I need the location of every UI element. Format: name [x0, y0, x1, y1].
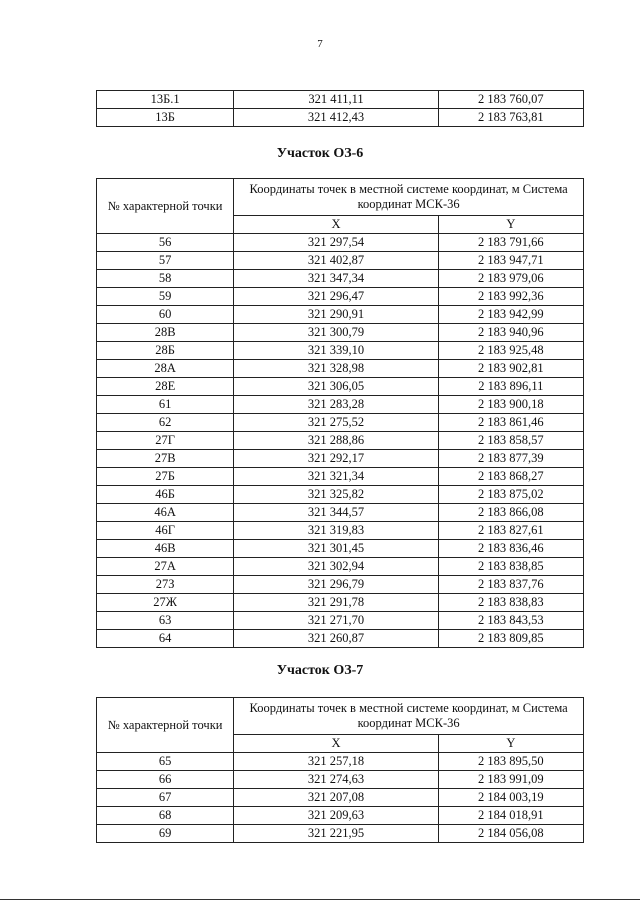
- table-row: [97, 91, 584, 109]
- x-coordinate-cell: 321 209,63: [234, 807, 438, 825]
- y-coordinate-cell: 2 183 837,76: [438, 576, 583, 594]
- x-coordinate-cell: 321 291,78: [234, 594, 438, 612]
- y-coordinate-cell: 2 183 861,46: [438, 414, 583, 432]
- continuation-table: [96, 90, 584, 127]
- x-coordinate-cell: 321 271,70: [234, 612, 438, 630]
- table-header-row: [97, 179, 584, 216]
- x-coordinate-cell: 321 412,43: [234, 109, 438, 127]
- page-number: 7: [317, 38, 323, 50]
- y-coordinate-cell: 2 183 875,02: [438, 486, 583, 504]
- x-coordinate-cell: 321 292,17: [234, 450, 438, 468]
- y-coordinate-cell: 2 183 868,27: [438, 468, 583, 486]
- table-row: [97, 558, 584, 576]
- y-coordinate-cell: 2 183 900,18: [438, 396, 583, 414]
- y-column-header: Y: [438, 735, 583, 753]
- point-cell: 13Б.1: [97, 91, 234, 109]
- table-row: [97, 771, 584, 789]
- x-coordinate-cell: 321 319,83: [234, 522, 438, 540]
- x-coordinate-cell: 321 411,11: [234, 91, 438, 109]
- y-coordinate-cell: 2 183 947,71: [438, 252, 583, 270]
- x-coordinate-cell: 321 260,87: [234, 630, 438, 648]
- y-coordinate-cell: 2 183 866,08: [438, 504, 583, 522]
- table-row: [97, 324, 584, 342]
- point-cell: 28Б: [97, 342, 234, 360]
- x-coordinate-cell: 321 288,86: [234, 432, 438, 450]
- table-row: [97, 432, 584, 450]
- point-cell: 69: [97, 825, 234, 843]
- table-row: [97, 414, 584, 432]
- table-row: [97, 522, 584, 540]
- y-coordinate-cell: 2 183 763,81: [438, 109, 583, 127]
- point-cell: 57: [97, 252, 234, 270]
- point-cell: 65: [97, 753, 234, 771]
- point-cell: 28Е: [97, 378, 234, 396]
- y-coordinate-cell: 2 183 942,99: [438, 306, 583, 324]
- x-coordinate-cell: 321 290,91: [234, 306, 438, 324]
- point-cell: 67: [97, 789, 234, 807]
- x-column-header: X: [234, 735, 438, 753]
- x-coordinate-cell: 321 283,28: [234, 396, 438, 414]
- table-row: [97, 540, 584, 558]
- point-column-header: № характерной точки: [97, 179, 234, 234]
- point-cell: 13Б: [97, 109, 234, 127]
- y-coordinate-cell: 2 183 895,50: [438, 753, 583, 771]
- point-cell: 27В: [97, 450, 234, 468]
- y-coordinate-cell: 2 183 858,57: [438, 432, 583, 450]
- y-coordinate-cell: 2 183 940,96: [438, 324, 583, 342]
- y-coordinate-cell: 2 183 925,48: [438, 342, 583, 360]
- section-title-oz6: Участок ОЗ-6: [276, 146, 364, 161]
- x-coordinate-cell: 321 302,94: [234, 558, 438, 576]
- x-coordinate-cell: 321 275,52: [234, 414, 438, 432]
- point-cell: 46Г: [97, 522, 234, 540]
- table-row: [97, 450, 584, 468]
- table-row: [97, 342, 584, 360]
- continuation-table-body: [97, 91, 584, 127]
- x-coordinate-cell: 321 321,34: [234, 468, 438, 486]
- table-row: [97, 468, 584, 486]
- coordinates-table-body: [97, 753, 584, 843]
- point-cell: 66: [97, 771, 234, 789]
- x-column-header: X: [234, 216, 438, 234]
- point-cell: 27Б: [97, 468, 234, 486]
- table-row: [97, 270, 584, 288]
- y-coordinate-cell: 2 183 838,85: [438, 558, 583, 576]
- x-coordinate-cell: 321 402,87: [234, 252, 438, 270]
- x-coordinate-cell: 321 296,47: [234, 288, 438, 306]
- x-coordinate-cell: 321 207,08: [234, 789, 438, 807]
- y-coordinate-cell: 2 183 991,09: [438, 771, 583, 789]
- table-row: [97, 630, 584, 648]
- y-coordinate-cell: 2 183 902,81: [438, 360, 583, 378]
- table-row: [97, 789, 584, 807]
- point-cell: 64: [97, 630, 234, 648]
- y-coordinate-cell: 2 183 836,46: [438, 540, 583, 558]
- x-coordinate-cell: 321 257,18: [234, 753, 438, 771]
- coords-column-header: Координаты точек в местной системе координат, м Система координат МСК-36: [234, 698, 584, 735]
- table-row: [97, 807, 584, 825]
- coords-column-header: Координаты точек в местной системе координат, м Система координат МСК-36: [234, 179, 584, 216]
- table-row: [97, 576, 584, 594]
- x-coordinate-cell: 321 301,45: [234, 540, 438, 558]
- point-cell: 56: [97, 234, 234, 252]
- point-cell: 59: [97, 288, 234, 306]
- point-cell: 27Г: [97, 432, 234, 450]
- coordinates-table-oz6: [96, 178, 584, 648]
- table-row: [97, 612, 584, 630]
- x-coordinate-cell: 321 296,79: [234, 576, 438, 594]
- table-row: [97, 825, 584, 843]
- y-coordinate-cell: 2 183 809,85: [438, 630, 583, 648]
- x-coordinate-cell: 321 300,79: [234, 324, 438, 342]
- table-row: [97, 234, 584, 252]
- y-coordinate-cell: 2 183 896,11: [438, 378, 583, 396]
- section-title-oz7: Участок ОЗ-7: [276, 663, 364, 678]
- x-coordinate-cell: 321 221,95: [234, 825, 438, 843]
- y-coordinate-cell: 2 183 760,07: [438, 91, 583, 109]
- y-column-header: Y: [438, 216, 583, 234]
- coordinates-table-oz7: [96, 697, 584, 843]
- x-coordinate-cell: 321 344,57: [234, 504, 438, 522]
- point-cell: 27З: [97, 576, 234, 594]
- point-cell: 62: [97, 414, 234, 432]
- y-coordinate-cell: 2 183 827,61: [438, 522, 583, 540]
- coordinates-table-body: [97, 234, 584, 648]
- x-coordinate-cell: 321 297,54: [234, 234, 438, 252]
- table-header-row: [97, 698, 584, 735]
- point-cell: 58: [97, 270, 234, 288]
- table-row: [97, 360, 584, 378]
- point-cell: 61: [97, 396, 234, 414]
- x-coordinate-cell: 321 325,82: [234, 486, 438, 504]
- table-row: [97, 109, 584, 127]
- table-row: [97, 486, 584, 504]
- y-coordinate-cell: 2 183 992,36: [438, 288, 583, 306]
- point-cell: 27А: [97, 558, 234, 576]
- table-row: [97, 378, 584, 396]
- table-row: [97, 753, 584, 771]
- x-coordinate-cell: 321 274,63: [234, 771, 438, 789]
- y-coordinate-cell: 2 183 843,53: [438, 612, 583, 630]
- page-bottom-rule: [0, 899, 640, 900]
- table-row: [97, 594, 584, 612]
- point-cell: 63: [97, 612, 234, 630]
- point-cell: 28А: [97, 360, 234, 378]
- point-cell: 60: [97, 306, 234, 324]
- table-row: [97, 396, 584, 414]
- x-coordinate-cell: 321 347,34: [234, 270, 438, 288]
- point-cell: 28В: [97, 324, 234, 342]
- x-coordinate-cell: 321 339,10: [234, 342, 438, 360]
- point-cell: 27Ж: [97, 594, 234, 612]
- y-coordinate-cell: 2 184 056,08: [438, 825, 583, 843]
- table-row: [97, 252, 584, 270]
- y-coordinate-cell: 2 183 791,66: [438, 234, 583, 252]
- x-coordinate-cell: 321 328,98: [234, 360, 438, 378]
- y-coordinate-cell: 2 183 838,83: [438, 594, 583, 612]
- point-cell: 46А: [97, 504, 234, 522]
- point-column-header: № характерной точки: [97, 698, 234, 753]
- point-cell: 68: [97, 807, 234, 825]
- x-coordinate-cell: 321 306,05: [234, 378, 438, 396]
- y-coordinate-cell: 2 184 003,19: [438, 789, 583, 807]
- point-cell: 46В: [97, 540, 234, 558]
- point-cell: 46Б: [97, 486, 234, 504]
- table-row: [97, 504, 584, 522]
- y-coordinate-cell: 2 184 018,91: [438, 807, 583, 825]
- y-coordinate-cell: 2 183 877,39: [438, 450, 583, 468]
- table-row: [97, 288, 584, 306]
- table-row: [97, 306, 584, 324]
- y-coordinate-cell: 2 183 979,06: [438, 270, 583, 288]
